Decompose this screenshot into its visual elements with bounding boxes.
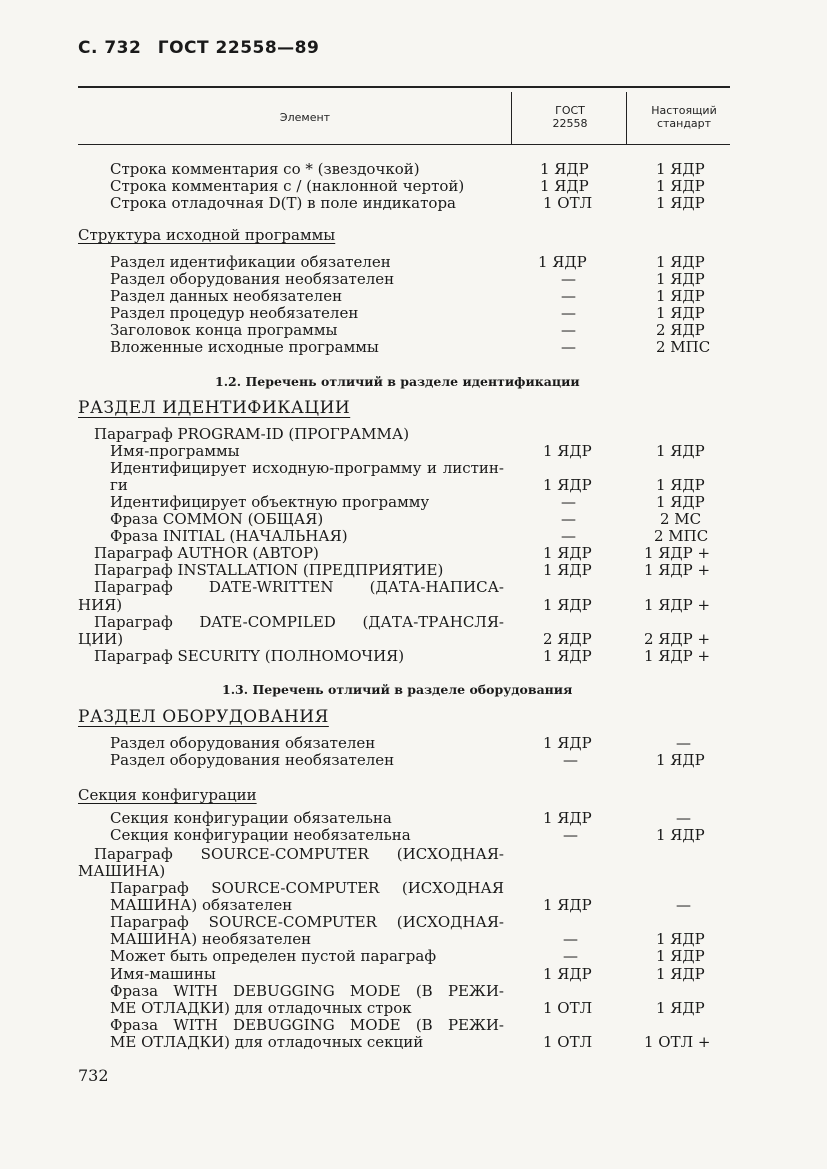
standard-cell: 1 ЯДР xyxy=(656,751,705,769)
standard-cell: 1 ЯДР + xyxy=(644,544,711,562)
row-text: Фраза WITH DEBUGGING MODE (В РЕЖИ- xyxy=(110,982,504,1000)
row-text: Параграф PROGRAM-ID (ПРОГРАММА) xyxy=(94,425,410,443)
gost-cell: — xyxy=(561,270,576,288)
gost-cell: 2 ЯДР xyxy=(543,630,592,648)
gost-cell: 1 ЯДР xyxy=(543,734,592,752)
row-text: Раздел данных необязателен xyxy=(110,287,343,305)
gost-cell: 1 ЯДР xyxy=(538,253,587,271)
standard-cell: 1 ЯДР xyxy=(656,270,705,288)
standard-cell: 1 ЯДР + xyxy=(644,596,711,614)
gost-cell: 1 ЯДР xyxy=(543,476,592,494)
row-text: Параграф SECURITY (ПОЛНОМОЧИЯ) xyxy=(94,647,405,665)
page-number: 732 xyxy=(78,1066,109,1085)
gost-cell: — xyxy=(561,510,576,528)
section-heading: Структура исходной программы xyxy=(78,226,336,244)
row-text: Параграф SOURCE-COMPUTER (ИСХОДНАЯ- xyxy=(94,845,504,863)
gost-cell: — xyxy=(563,751,578,769)
row-text: Раздел оборудования обязателен xyxy=(110,734,376,752)
row-text: Имя-машины xyxy=(110,965,216,983)
gost-cell: — xyxy=(561,338,576,356)
table-top-rule xyxy=(78,86,730,88)
standard-cell: 1 ЯДР xyxy=(656,442,705,460)
section-heading: РАЗДЕЛ ОБОРУДОВАНИЯ xyxy=(78,707,329,727)
gost-cell: 1 ЯДР xyxy=(543,809,592,827)
row-text: Параграф SOURCE-COMPUTER (ИСХОДНАЯ- xyxy=(110,913,504,931)
standard-cell: — xyxy=(676,809,691,827)
standard-cell: 1 ЯДР xyxy=(656,177,705,195)
row-text: ЦИИ) xyxy=(78,630,124,648)
standard-cell: 1 ЯДР xyxy=(656,999,705,1017)
gost-cell: 1 ЯДР xyxy=(543,596,592,614)
gost-cell: — xyxy=(561,287,576,305)
row-text: Секция конфигурации обязательна xyxy=(110,809,392,827)
row-text: Строка отладочная D(T) в поле индикатора xyxy=(110,194,456,212)
gost-cell: 1 ЯДР xyxy=(540,177,589,195)
standard-cell: 2 ЯДР + xyxy=(644,630,711,648)
standard-label: ГОСТ 22558—89 xyxy=(157,38,320,58)
row-text: Параграф INSTALLATION (ПРЕДПРИЯТИЕ) xyxy=(94,561,444,579)
subsection-title: 1.2. Перечень отличий в разделе идентификации xyxy=(215,374,580,389)
standard-cell: 1 ОТЛ + xyxy=(644,1033,711,1051)
gost-cell: 1 ЯДР xyxy=(543,544,592,562)
row-text: Параграф DATE-COMPILED (ДАТА-ТРАНСЛЯ- xyxy=(94,613,504,631)
row-text: Раздел идентификации обязателен xyxy=(110,253,391,271)
table-header-rule xyxy=(78,144,730,145)
row-text: Параграф DATE-WRITTEN (ДАТА-НАПИСА- xyxy=(94,578,504,596)
gost-cell: — xyxy=(563,826,578,844)
standard-cell: 2 МС xyxy=(660,510,702,528)
gost-cell: 1 ОТЛ xyxy=(543,194,593,212)
column-header-gost: ГОСТ 22558 xyxy=(552,104,588,130)
row-text: Раздел процедур необязателен xyxy=(110,304,359,322)
row-text: Раздел оборудования необязателен xyxy=(110,751,395,769)
section-heading: Секция конфигурации xyxy=(78,786,257,804)
row-text: ги xyxy=(110,476,128,494)
page-header xyxy=(78,38,329,58)
gost-cell: — xyxy=(563,947,578,965)
row-text: МАШИНА) необязателен xyxy=(110,930,312,948)
column-header-standard: Настоящий стандарт xyxy=(651,104,717,130)
subsection-title: 1.3. Перечень отличий в разделе оборудования xyxy=(222,682,573,697)
gost-cell: — xyxy=(563,930,578,948)
section-heading: РАЗДЕЛ ИДЕНТИФИКАЦИИ xyxy=(78,398,351,418)
standard-cell: — xyxy=(676,896,691,914)
row-text: Фраза COMMON (ОБЩАЯ) xyxy=(110,510,324,528)
standard-cell: 1 ЯДР + xyxy=(644,647,711,665)
standard-cell: 1 ЯДР xyxy=(656,304,705,322)
standard-cell: 1 ЯДР xyxy=(656,930,705,948)
row-text: Параграф AUTHOR (АВТОР) xyxy=(94,544,319,562)
row-text: Секция конфигурации необязательна xyxy=(110,826,411,844)
standard-cell: 1 ЯДР xyxy=(656,947,705,965)
gost-cell: 1 ЯДР xyxy=(543,442,592,460)
row-text: Раздел оборудования необязателен xyxy=(110,270,395,288)
standard-cell: 1 ЯДР xyxy=(656,194,705,212)
gost-cell: 1 ЯДР xyxy=(543,965,592,983)
standard-cell: 1 ЯДР xyxy=(656,826,705,844)
standard-cell: 1 ЯДР xyxy=(656,287,705,305)
row-text: Строка комментария со * (звездочкой) xyxy=(110,160,420,178)
gost-cell: — xyxy=(561,493,576,511)
row-text: Параграф SOURCE-COMPUTER (ИСХОДНАЯ xyxy=(110,879,504,897)
standard-cell: 1 ЯДР xyxy=(656,160,705,178)
standard-cell: 1 ЯДР xyxy=(656,493,705,511)
row-text: Вложенные исходные программы xyxy=(110,338,379,356)
gost-cell: 1 ЯДР xyxy=(540,160,589,178)
row-text: МАШИНА) xyxy=(78,862,166,880)
row-text: МЕ ОТЛАДКИ) для отладочных секций xyxy=(110,1033,424,1051)
gost-cell: — xyxy=(561,304,576,322)
gost-cell: — xyxy=(561,321,576,339)
row-text: МАШИНА) обязателен xyxy=(110,896,293,914)
gost-cell: 1 ОТЛ xyxy=(543,1033,593,1051)
row-text: Фраза INITIAL (НАЧАЛЬНАЯ) xyxy=(110,527,348,545)
page-label: С. 732 xyxy=(78,38,142,58)
standard-cell: 1 ЯДР xyxy=(656,476,705,494)
row-text: Заголовок конца программы xyxy=(110,321,338,339)
row-text: Имя-программы xyxy=(110,442,240,460)
standard-cell: 1 ЯДР xyxy=(656,965,705,983)
standard-cell: 1 ЯДР + xyxy=(644,561,711,579)
row-text: Может быть определен пустой параграф xyxy=(110,947,437,965)
column-header-element: Элемент xyxy=(279,111,331,124)
row-text: Идентифицирует объектную программу xyxy=(110,493,430,511)
standard-cell: 2 ЯДР xyxy=(656,321,705,339)
row-text: Идентифицирует исходную-программу и листин- xyxy=(110,459,504,477)
column-divider xyxy=(626,92,627,144)
row-text: Строка комментария с / (наклонной чертой) xyxy=(110,177,465,195)
row-text: НИЯ) xyxy=(78,596,123,614)
gost-cell: 1 ОТЛ xyxy=(543,999,593,1017)
gost-cell: 1 ЯДР xyxy=(543,561,592,579)
gost-cell: 1 ЯДР xyxy=(543,896,592,914)
standard-cell: 1 ЯДР xyxy=(656,253,705,271)
gost-cell: 1 ЯДР xyxy=(543,647,592,665)
standard-cell: 2 МПС xyxy=(654,527,709,545)
standard-cell: 2 МПС xyxy=(656,338,711,356)
standard-cell: — xyxy=(676,734,691,752)
gost-cell: — xyxy=(561,527,576,545)
row-text: МЕ ОТЛАДКИ) для отладочных строк xyxy=(110,999,412,1017)
row-text: Фраза WITH DEBUGGING MODE (В РЕЖИ- xyxy=(110,1016,504,1034)
column-divider xyxy=(511,92,512,144)
